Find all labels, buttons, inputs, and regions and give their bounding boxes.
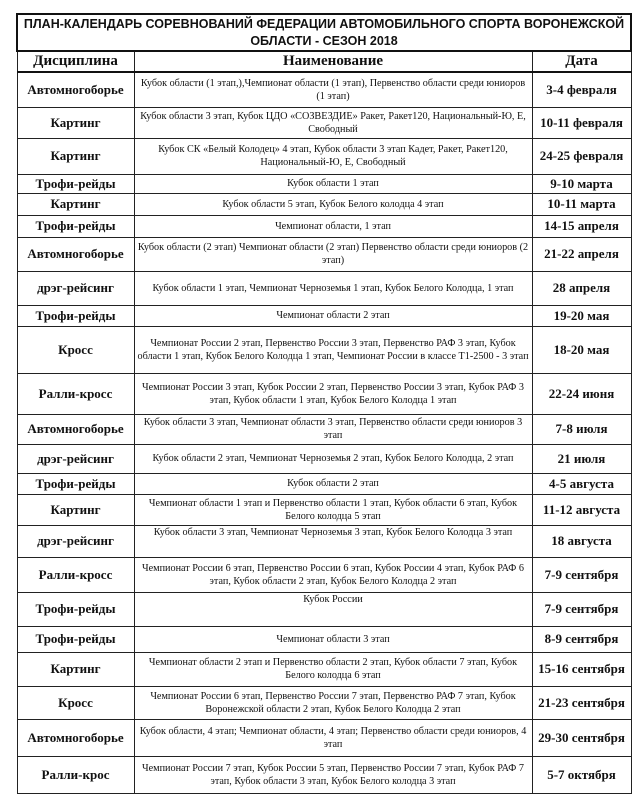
date-cell: 18-20 мая <box>532 326 631 373</box>
discipline-cell: Трофи-рейды <box>17 626 134 652</box>
discipline-cell: Ралли-кросс <box>17 557 134 592</box>
date-cell: 7-9 сентября <box>532 592 631 626</box>
table-row <box>17 72 631 107</box>
table-row <box>17 652 631 686</box>
discipline-cell: Автомногоборье <box>17 414 134 444</box>
document-title: ПЛАН-КАЛЕНДАРЬ СОРЕВНОВАНИЙ ФЕДЕРАЦИИ АВТОМОБИЛЬНОГО СПОРТА ВОРОНЕЖСКОЙ ОБЛАСТИ - СЕЗОН 2018 <box>17 14 631 51</box>
event-name-cell: Кубок СК «Белый Колодец» 4 этап, Кубок области 3 этап Кадет, Ракет, Ракет120, Национальный-Ю, Е, Свободный <box>134 138 532 174</box>
table-row <box>17 444 631 473</box>
date-cell: 21 июля <box>532 444 631 473</box>
table-row <box>17 719 631 756</box>
discipline-cell: дрэг-рейсинг <box>17 271 134 305</box>
discipline-cell: Трофи-рейды <box>17 473 134 494</box>
event-name-cell: Чемпионат России 6 этап, Первенство России 6 этап, Кубок России 4 этап, Кубок РАФ 6 этап, Кубок области 2 этап, Кубок Белого Колодца 2 этап <box>134 557 532 592</box>
title-row <box>17 14 631 51</box>
event-name-cell: Чемпионат области, 1 этап <box>134 215 532 237</box>
table-row <box>17 592 631 626</box>
event-name-cell: Чемпионат области 2 этап <box>134 305 532 326</box>
table-row <box>17 107 631 138</box>
date-cell: 10-11 февраля <box>532 107 631 138</box>
discipline-cell: Картинг <box>17 138 134 174</box>
date-cell: 8-9 сентября <box>532 626 631 652</box>
discipline-cell: Картинг <box>17 494 134 525</box>
table-row <box>17 525 631 557</box>
date-cell: 15-16 сентября <box>532 652 631 686</box>
discipline-cell: Трофи-рейды <box>17 174 134 193</box>
date-cell: 28 апреля <box>532 271 631 305</box>
discipline-cell: дрэг-рейсинг <box>17 525 134 557</box>
competition-calendar-table <box>16 13 632 794</box>
date-cell: 14-15 апреля <box>532 215 631 237</box>
table-row <box>17 326 631 373</box>
event-name-cell: Кубок области, 4 этап; Чемпионат области, 4 этап; Первенство области среди юниоров, 4 этап <box>134 719 532 756</box>
discipline-cell: Картинг <box>17 193 134 215</box>
table-row <box>17 473 631 494</box>
discipline-cell: Автомногоборье <box>17 719 134 756</box>
table-row <box>17 174 631 193</box>
discipline-cell: Трофи-рейды <box>17 592 134 626</box>
event-name-cell: Кубок области 2 этап <box>134 473 532 494</box>
event-name-cell: Чемпионат России 2 этап, Первенство России 3 этап, Первенство РАФ 3 этап, Кубок области 1 этап, Кубок Белого Колодца 1 этап, Чемпионат России в классе Т1-2500 - 3 этап <box>134 326 532 373</box>
discipline-cell: Ралли-кросс <box>17 373 134 414</box>
table-row <box>17 215 631 237</box>
header-name: Наименование <box>134 51 532 72</box>
header-date: Дата <box>532 51 631 72</box>
event-name-cell: Чемпионат области 1 этап и Первенство области 1 этап, Кубок области 6 этап, Кубок Белого колодца 5 этап <box>134 494 532 525</box>
table-row <box>17 494 631 525</box>
table-row <box>17 756 631 793</box>
table-row <box>17 626 631 652</box>
date-cell: 3-4 февраля <box>532 72 631 107</box>
discipline-cell: дрэг-рейсинг <box>17 444 134 473</box>
date-cell: 29-30 сентября <box>532 719 631 756</box>
table-row <box>17 138 631 174</box>
table-row <box>17 237 631 271</box>
table-row <box>17 373 631 414</box>
discipline-cell: Автомногоборье <box>17 237 134 271</box>
event-name-cell: Кубок России <box>134 592 532 626</box>
discipline-cell: Трофи-рейды <box>17 305 134 326</box>
date-cell: 21-23 сентября <box>532 686 631 719</box>
date-cell: 21-22 апреля <box>532 237 631 271</box>
table-row <box>17 271 631 305</box>
discipline-cell: Кросс <box>17 686 134 719</box>
table-row <box>17 686 631 719</box>
event-name-cell: Кубок области 1 этап <box>134 174 532 193</box>
event-name-cell: Кубок области 5 этап, Кубок Белого колодца 4 этап <box>134 193 532 215</box>
date-cell: 11-12 августа <box>532 494 631 525</box>
date-cell: 7-8 июля <box>532 414 631 444</box>
event-name-cell: Кубок области (1 этап,),Чемпионат области (1 этап), Первенство области среди юниоров (1 этап) <box>134 72 532 107</box>
event-name-cell: Кубок области 1 этап, Чемпионат Черноземья 1 этап, Кубок Белого Колодца, 1 этап <box>134 271 532 305</box>
event-name-cell: Кубок области (2 этап) Чемпионат области (2 этап) Первенство области среди юниоров (2 этап) <box>134 237 532 271</box>
date-cell: 5-7 октября <box>532 756 631 793</box>
date-cell: 10-11 марта <box>532 193 631 215</box>
date-cell: 9-10 марта <box>532 174 631 193</box>
event-name-cell: Чемпионат области 3 этап <box>134 626 532 652</box>
table-row <box>17 414 631 444</box>
discipline-cell: Картинг <box>17 107 134 138</box>
event-name-cell: Кубок области 3 этап, Чемпионат области 3 этап, Первенство области среди юниоров 3 этап <box>134 414 532 444</box>
event-name-cell: Чемпионат России 6 этап, Первенство России 7 этап, Первенство РАФ 7 этап, Кубок Воронежской области 2 этап, Кубок Белого Колодца 2 этап <box>134 686 532 719</box>
table-row <box>17 305 631 326</box>
event-name-cell: Чемпионат России 3 этап, Кубок России 2 этап, Первенство России 3 этап, Кубок РАФ 3 этап, Кубок области 1 этап, Кубок Белого Колодца 1 этап <box>134 373 532 414</box>
date-cell: 22-24 июня <box>532 373 631 414</box>
date-cell: 4-5 августа <box>532 473 631 494</box>
event-name-cell: Чемпионат России 7 этап, Кубок России 5 этап, Первенство России 7 этап, Кубок РАФ 7 этап, Кубок области 3 этап, Кубок Белого колодца 3 этап <box>134 756 532 793</box>
discipline-cell: Автомногоборье <box>17 72 134 107</box>
event-name-cell: Чемпионат области 2 этап и Первенство области 2 этап, Кубок области 7 этап, Кубок Белого колодца 6 этап <box>134 652 532 686</box>
discipline-cell: Ралли-крос <box>17 756 134 793</box>
date-cell: 18 августа <box>532 525 631 557</box>
date-cell: 7-9 сентября <box>532 557 631 592</box>
header-discipline: Дисциплина <box>17 51 134 72</box>
header-row <box>17 51 631 72</box>
date-cell: 19-20 мая <box>532 305 631 326</box>
event-name-cell: Кубок области 2 этап, Чемпионат Черноземья 2 этап, Кубок Белого Колодца, 2 этап <box>134 444 532 473</box>
discipline-cell: Картинг <box>17 652 134 686</box>
table-row <box>17 557 631 592</box>
discipline-cell: Трофи-рейды <box>17 215 134 237</box>
table-row <box>17 193 631 215</box>
date-cell: 24-25 февраля <box>532 138 631 174</box>
discipline-cell: Кросс <box>17 326 134 373</box>
event-name-cell: Кубок области 3 этап, Кубок ЦДО «СОЗВЕЗДИЕ» Ракет, Ракет120, Национальный-Ю, Е, Свободный <box>134 107 532 138</box>
event-name-cell: Кубок области 3 этап, Чемпионат Черноземья 3 этап, Кубок Белого Колодца 3 этап <box>134 525 532 557</box>
